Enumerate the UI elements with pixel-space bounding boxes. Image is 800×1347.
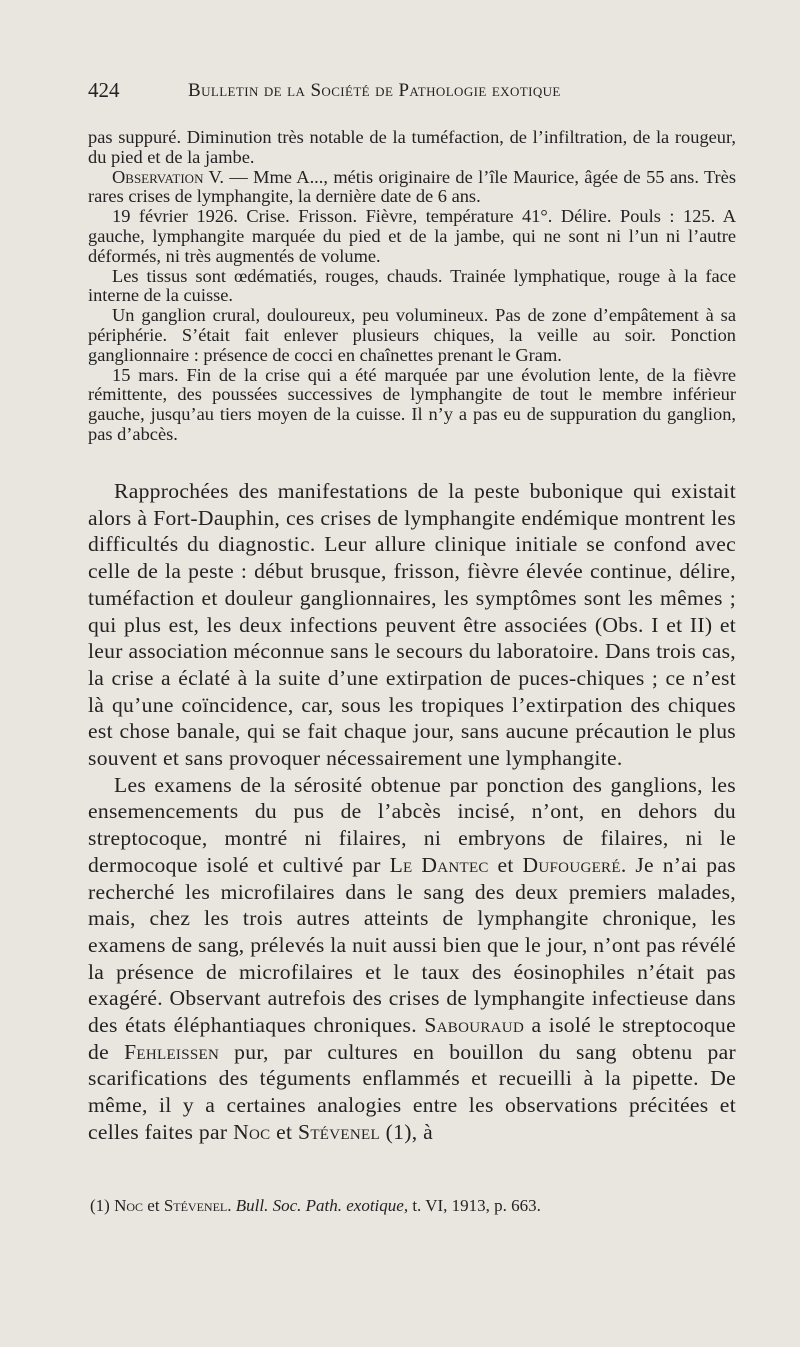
author-name: Noc: [233, 1119, 271, 1144]
observation-text: Un ganglion crural, douloureux, peu volumineux. Pas de zone d’empâtement à sa périphérie. S’était fait enlever plusieurs chiques, la veille au soir. Ponction ganglionnaire : présence de cocci en chaînettes prenant le Gram.: [88, 305, 736, 365]
text-run: Les examens de la sérosité obtenue par ponction des ganglions, les ensemencements du pus de l’abcès incisé, n’ont, en dehors du streptocoque, montré ni filaires, ni embryons de filaires, ni le dermocoque isolé et cultivé par: [88, 772, 736, 877]
text-run: . Je n’ai pas recherché les microfilaires dans le sang des deux premiers malades, mais, chez les trois autres atteints de lymphangite chronique, les examens de sang, prélevés la nuit aussi bien que le jour, n’ont pas révélé la présence de microfilaires et le taux des éosinophiles n’était pas exagéré. Observant autrefois des crises de lymphangite infectieuse dans des états éléphantiaques chroniques.: [88, 852, 736, 1038]
discussion-paragraph: Rapprochées des manifestations de la peste bubonique qui existait alors à Fort-Dauphin, ces crises de lymphangite endémique montrent les difficultés du diagnostic. Leur allure clinique initiale se confond avec celle de la peste : début brusque, frisson, fièvre élevée continue, délire, tuméfaction et douleur ganglionnaires, les symptômes sont les mêmes ; qui plus est, les deux infections peuvent être associées (Obs. I et II) et leur association méconnue sans le secours du laboratoire. Dans trois cas, la crise a éclaté à la suite d’une extirpation de puces-chiques ; ce n’est là qu’une coïncidence, car, sous les tropiques l’extirpation des chiques est chose banale, qui se fait chaque jour, sans aucune précaution le plus souvent et sans provoquer nécessairement une lymphangite.: [88, 479, 736, 771]
page-header: [88, 78, 733, 108]
author-name: Fehleissen: [124, 1039, 220, 1064]
footnote-marker: (1): [90, 1196, 115, 1215]
footnote-author: Stévenel.: [163, 1196, 232, 1215]
text-run: et: [488, 852, 523, 877]
observation-text: pas suppuré. Diminution très notable de la tuméfaction, de l’infiltration, de la rougeur, du pied et de la jambe.: [88, 127, 736, 167]
observation-heading-paragraph: [88, 168, 736, 208]
footnote: [90, 1196, 730, 1216]
author-name: Stévenel: [298, 1119, 380, 1144]
author-name: Dufougeré: [522, 852, 621, 877]
text-run: pur, par cultures en bouillon du sang obtenu par scarifications des téguments enflammés et recueilli à la pipette. De même, il y a certaines analogies entre les observations précitées et celles faites par: [88, 1039, 736, 1144]
observation-text: 19 février 1926. Crise. Frisson. Fièvre, température 41°. Délire. Pouls : 125. A gauche, lymphangite marquée du pied et de la jambe, qui ne sont ni l’un ni l’autre déformés, ni très augmentés de volume.: [88, 206, 736, 266]
observation-text: 15 mars. Fin de la crise qui a été marquée par une évolution lente, de la fièvre rémittente, des poussées successives de lymphangite de tout le membre inférieur gauche, jusqu’au tiers moyen de la cuisse. Il n’y a pas eu de suppuration du ganglion, pas d’abcès.: [88, 364, 736, 444]
author-name: Le Dantec: [389, 852, 489, 877]
footnote-reference: t. VI, 1913, p. 663.: [408, 1196, 541, 1215]
footnote-journal: Bull. Soc. Path. exotique,: [231, 1196, 409, 1215]
discussion-text: [88, 478, 736, 1146]
text-run: (1), à: [379, 1119, 433, 1144]
observation-text: Les tissus sont œdématiés, rouges, chauds. Trainée lymphatique, rouge à la face interne de la cuisse.: [88, 265, 736, 306]
observation-label: Observation V.: [112, 166, 224, 187]
running-title: Bulletin de la Société de Pathologie exotique: [188, 80, 561, 101]
page-number: 424: [88, 78, 120, 102]
observation-notes: [88, 128, 736, 445]
text-run: a isolé le streptocoque de: [88, 1013, 736, 1064]
text-run: et: [270, 1119, 299, 1144]
text-run: et: [143, 1196, 164, 1215]
discussion-paragraph: [88, 772, 736, 1146]
observation-text: — Mme A..., métis originaire de l’île Maurice, âgée de 55 ans. Très rares crises de lymphangite, la dernière date de 6 ans.: [88, 166, 736, 207]
author-name: Sabouraud: [424, 1013, 525, 1038]
footnote-author: Noc: [114, 1196, 144, 1215]
